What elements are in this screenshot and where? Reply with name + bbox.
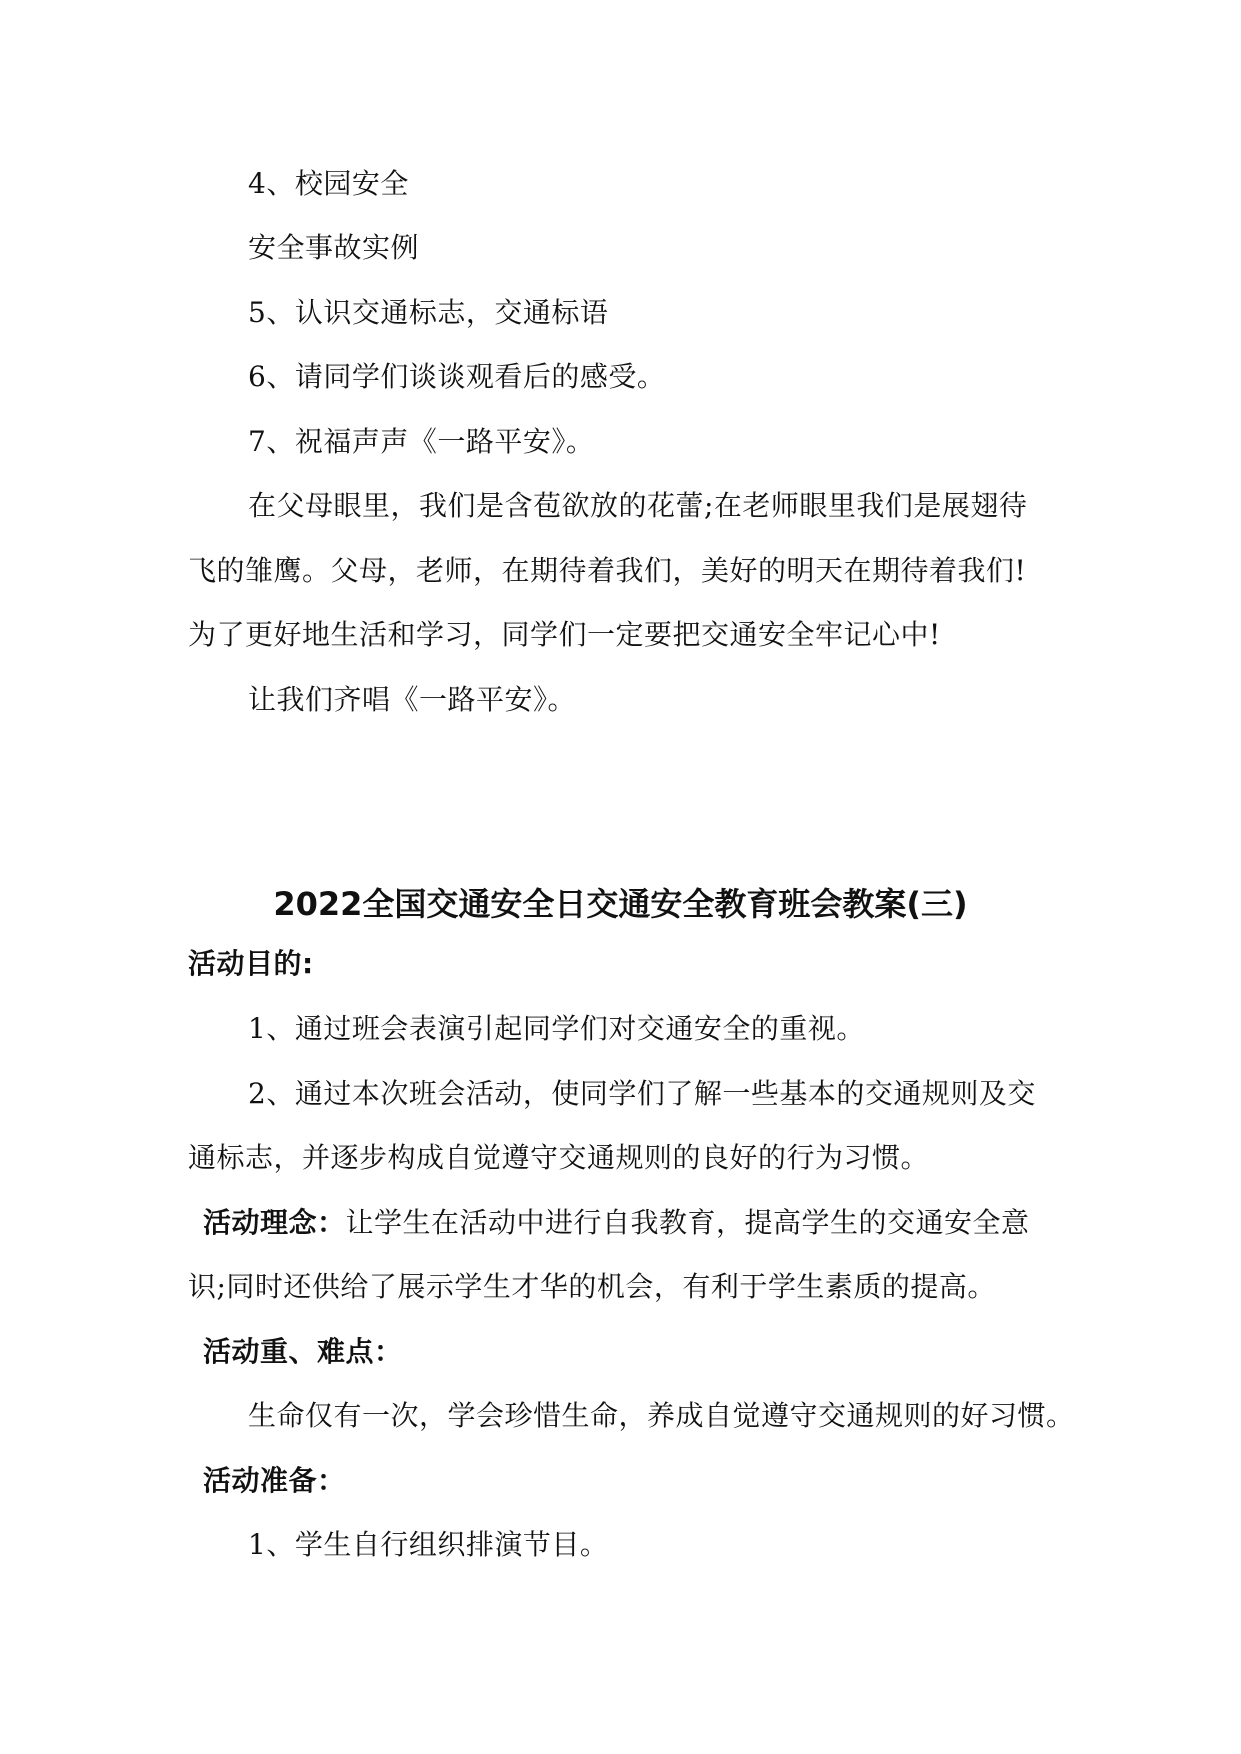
objectives-label: 活动目的: <box>188 947 314 980</box>
closing-line: 让我们齐唱《一路平安》。 <box>248 683 577 716</box>
objective-item-2-line-1: 2、通过本次班会活动，使同学们了解一些基本的交通规则及交 <box>248 1077 1036 1110</box>
list-item-share-feelings: 6、请同学们谈谈观看后的感受。 <box>248 360 666 393</box>
key-points-label: 活动重、难点： <box>203 1335 403 1368</box>
lesson-plan-title: 2022全国交通安全日交通安全教育班会教案(三) <box>273 885 968 923</box>
key-points-text: 生命仅有一次，学会珍惜生命，养成自觉遵守交通规则的好习惯。 <box>248 1399 1075 1432</box>
concept-line-1 <box>203 1205 1030 1241</box>
concept-line-2: 识;同时还供给了展示学生才华的机会，有利于学生素质的提高。 <box>188 1270 996 1303</box>
list-item-traffic-signs: 5、认识交通标志，交通标语 <box>248 296 609 329</box>
paragraph-line-2: 飞的雏鹰。父母，老师，在期待着我们，美好的明天在期待着我们! <box>188 554 1027 587</box>
paragraph-line-1: 在父母眼里，我们是含苞欲放的花蕾;在老师眼里我们是展翅待 <box>248 489 1028 522</box>
objective-item-1: 1、通过班会表演引起同学们对交通安全的重视。 <box>248 1012 865 1045</box>
concept-text-1: 让学生在活动中进行自我教育，提高学生的交通安全意 <box>345 1206 1030 1239</box>
list-item-campus-safety: 4、校园安全 <box>248 167 409 200</box>
concept-label: 活动理念： <box>203 1206 346 1239</box>
preparation-item-1: 1、学生自行组织排演节目。 <box>248 1528 609 1561</box>
accident-examples-heading: 安全事故实例 <box>248 231 420 264</box>
objective-item-2-line-2: 通标志，并逐步构成自觉遵守交通规则的良好的行为习惯。 <box>188 1141 930 1174</box>
paragraph-line-3: 为了更好地生活和学习，同学们一定要把交通安全牢记心中! <box>188 618 941 651</box>
preparation-label: 活动准备： <box>203 1464 346 1497</box>
list-item-blessings: 7、祝福声声《一路平安》。 <box>248 425 595 458</box>
